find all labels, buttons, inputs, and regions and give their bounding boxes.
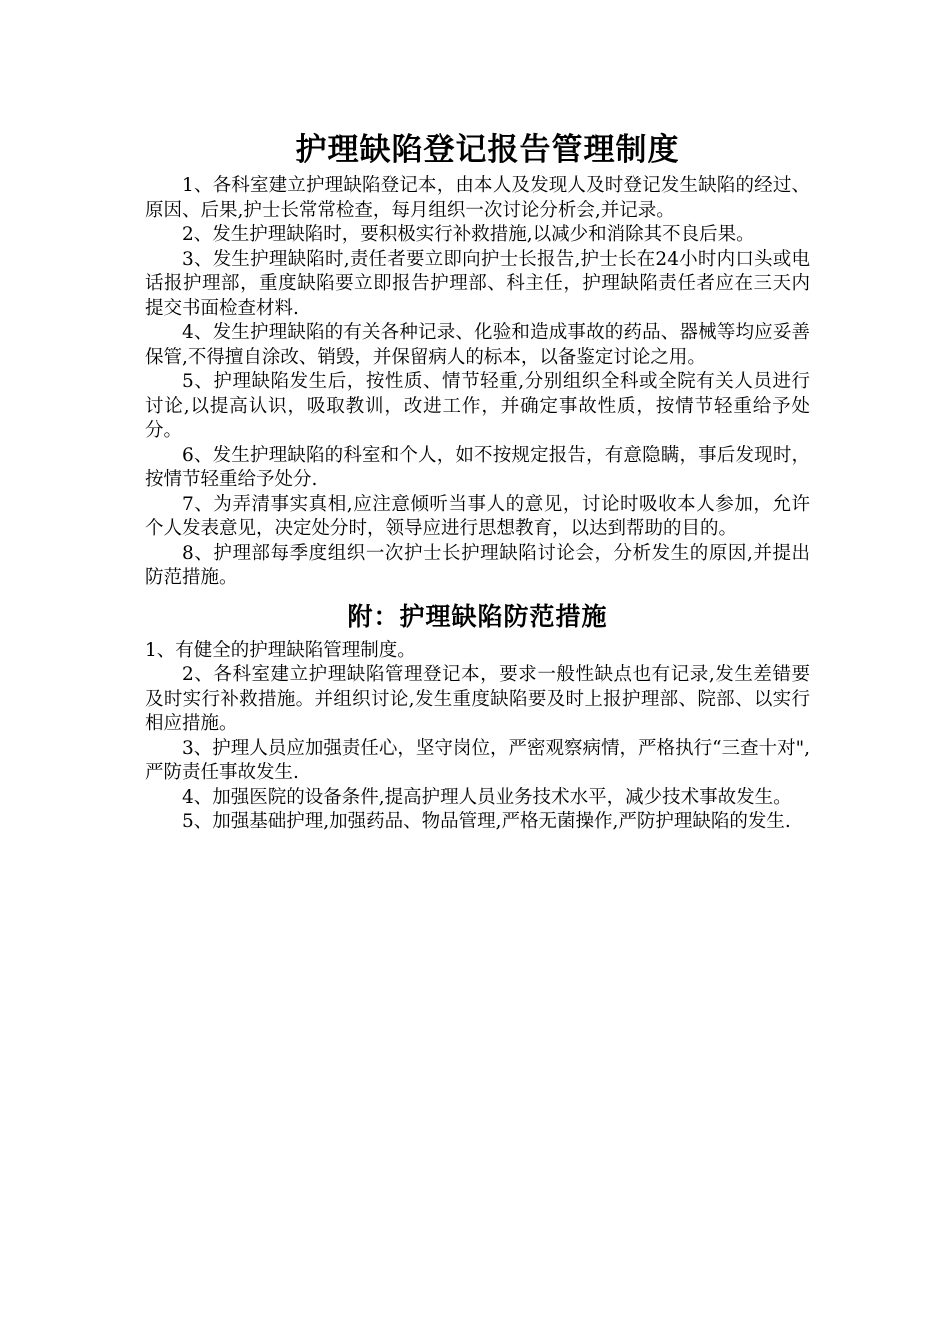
- appendix-section: [145, 639, 810, 835]
- document-title: 护理缺陷登记报告管理制度: [295, 132, 680, 168]
- appendix-item-1: 1、有健全的护理缺陷管理制度。: [145, 639, 416, 661]
- regulation-paragraph-7: 7、为弄清事实真相,应注意倾听当事人的意见，讨论时吸收本人参加，允许个人发表意见，决定处分时，领导应进行思想教育，以达到帮助的目的。: [145, 493, 810, 539]
- regulation-paragraph-1: 1、各科室建立护理缺陷登记本，由本人及发现人及时登记发生缺陷的经过、原因、后果,护士长常常检查，每月组织一次讨论分析会,并记录。: [145, 175, 810, 221]
- appendix-item-4: 4、加强医院的设备条件,提高护理人员业务技术水平，减少技术事故发生。: [182, 786, 792, 808]
- appendix-title: 附：护理缺陷防范措施: [347, 601, 608, 631]
- regulation-paragraph-5: 5、护理缺陷发生后，按性质、情节轻重,分别组织全科或全院有关人员进行讨论,以提高认识，吸取教训，改进工作，并确定事故性质，按情节轻重给予处分。: [145, 371, 810, 441]
- regulation-paragraph-8: 8、护理部每季度组织一次护士长护理缺陷讨论会，分析发生的原因,并提出防范措施。: [145, 542, 810, 588]
- appendix-item-5: 5、加强基础护理,加强药品、物品管理,严格无菌操作,严防护理缺陷的发生.: [182, 811, 791, 832]
- regulation-paragraph-4: 4、发生护理缺陷的有关各种记录、化验和造成事故的药品、器械等均应妥善保管,不得擅自涂改、销毁，并保留病人的标本，以备鉴定讨论之用。: [145, 322, 810, 368]
- appendix-item-2: 2、各科室建立护理缺陷管理登记本，要求一般性缺点也有记录,发生差错要及时实行补救措施。并组织讨论,发生重度缺陷要及时上报护理部、院部、以实行相应措施。: [145, 664, 810, 734]
- document-page: [145, 128, 810, 835]
- regulation-paragraph-6: 6、发生护理缺陷的科室和个人，如不按规定报告，有意隐瞒，事后发现时，按情节轻重给予处分.: [145, 444, 810, 490]
- appendix-item-3: 3、护理人员应加强责任心，坚守岗位，严密观察病情，严格执行“三查十对",严防责任事故发生.: [145, 737, 810, 783]
- regulation-paragraph-3: 3、发生护理缺陷时,责任者要立即向护士长报告,护士长在24小时内口头或电话报护理部，重度缺陷要立即报告护理部、科主任，护理缺陷责任者应在三天内提交书面检查材料.: [145, 248, 810, 319]
- regulation-section: [145, 174, 810, 591]
- regulation-paragraph-2: 2、发生护理缺陷时，要积极实行补救措施,以减少和消除其不良后果。: [182, 224, 755, 245]
